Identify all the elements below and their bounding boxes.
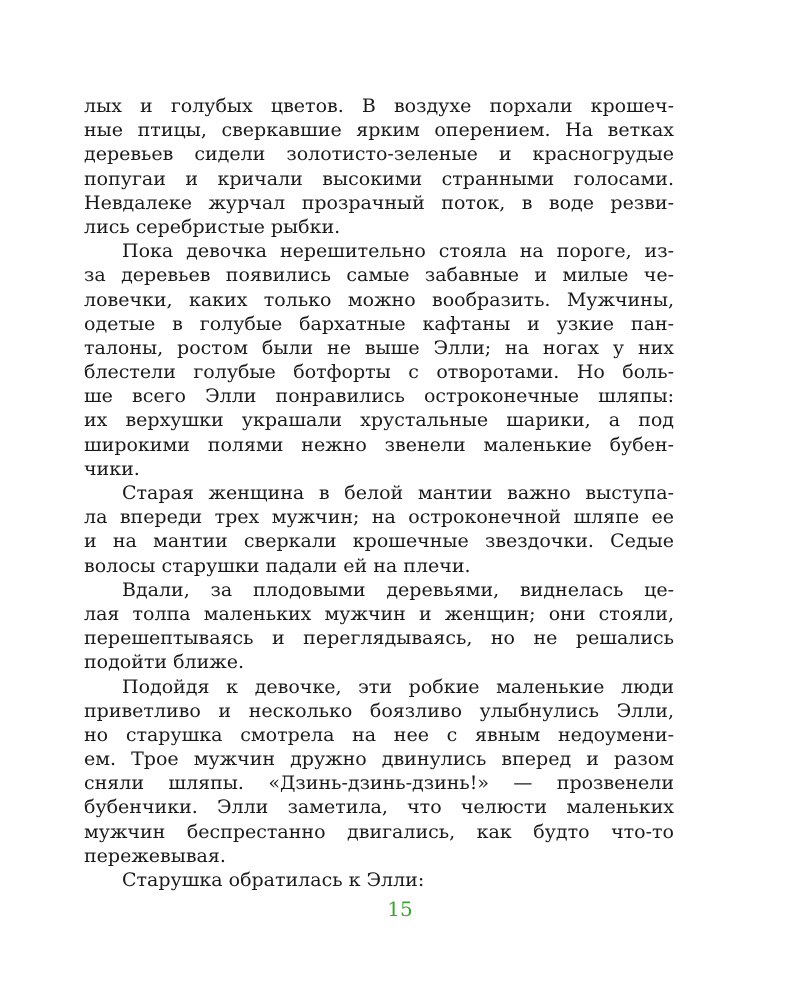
text-line: ше всего Элли понравились остроконечные шляпы: [84,385,674,408]
text-line: за деревьев появились самые забавные и милые че- [84,264,674,287]
text-line: сняли шляпы. «Дзинь-дзинь-дзинь!» — прозвенели [84,772,674,795]
text-line: деревьев сидели золотисто-зеленые и красногрудые [84,143,674,166]
paragraph-3 [84,481,674,578]
text-line: Вдали, за плодовыми деревьями, виднелась це- [122,578,674,601]
text-line: подойти ближе. [84,651,245,674]
text-line: Пока девочка нерешительно стояла на пороге, из- [122,240,674,263]
text-line: лых и голубых цветов. В воздухе порхали крошеч- [84,95,674,117]
text-line: ем. Трое мужчин дружно двинулись вперед и разом [84,748,674,771]
text-line: ла впереди трех мужчин; на остроконечной шляпе ее [84,506,674,529]
text-line: лая толпа маленьких мужчин и женщин; они стояли, [84,602,674,625]
paragraph-1 [84,94,674,239]
paragraph-6 [84,868,674,892]
page-number: 15 [387,897,413,921]
text-line: Старушка обратилась к Элли: [122,869,425,891]
paragraph-2 [84,239,674,481]
text-line: попугаи и кричали высокими странными голосами. [84,167,674,190]
paragraph-5 [84,675,674,869]
text-line: приветливо и несколько боязливо улыбнулись Элли, [84,699,674,722]
text-line: мужчин беспрестанно двигались, как будто что-то [84,820,674,843]
text-line: но старушка смотрела на нее с явным недоумени- [84,723,674,746]
body-text [84,94,674,892]
text-line: Подойдя к девочке, эти робкие маленькие люди [122,675,674,698]
text-line: пережевывая. [84,844,226,867]
text-line: чики. [84,457,140,480]
text-line: ловечки, каких только можно вообразить. Мужчины, [84,288,674,311]
text-line: волосы старушки падали ей на плечи. [84,554,471,577]
text-line: Невдалеке журчал прозрачный поток, в воде резви- [84,191,674,214]
text-line: бубенчики. Элли заметила, что челюсти маленьких [84,796,674,819]
text-line: талоны, ростом были не выше Элли; на ногах у них [84,336,674,359]
text-line: лись серебристые рыбки. [84,215,341,238]
paragraph-4 [84,578,674,675]
text-line: одетые в голубые бархатные кафтаны и узкие пан- [84,312,674,335]
text-line: блестели голубые ботфорты с отворотами. Но боль- [84,361,674,384]
text-line: широкими полями нежно звенели маленькие бубен- [84,433,674,456]
text-line: ные птицы, сверкавшие ярким оперением. На ветках [84,119,674,142]
text-line: перешептываясь и переглядываясь, но не решались [84,627,674,650]
text-line: и на мантии сверкали крошечные звездочки. Седые [84,530,674,553]
text-line: их верхушки украшали хрустальные шарики, а под [84,409,674,432]
text-line: Старая женщина в белой мантии важно выступа- [122,482,674,504]
